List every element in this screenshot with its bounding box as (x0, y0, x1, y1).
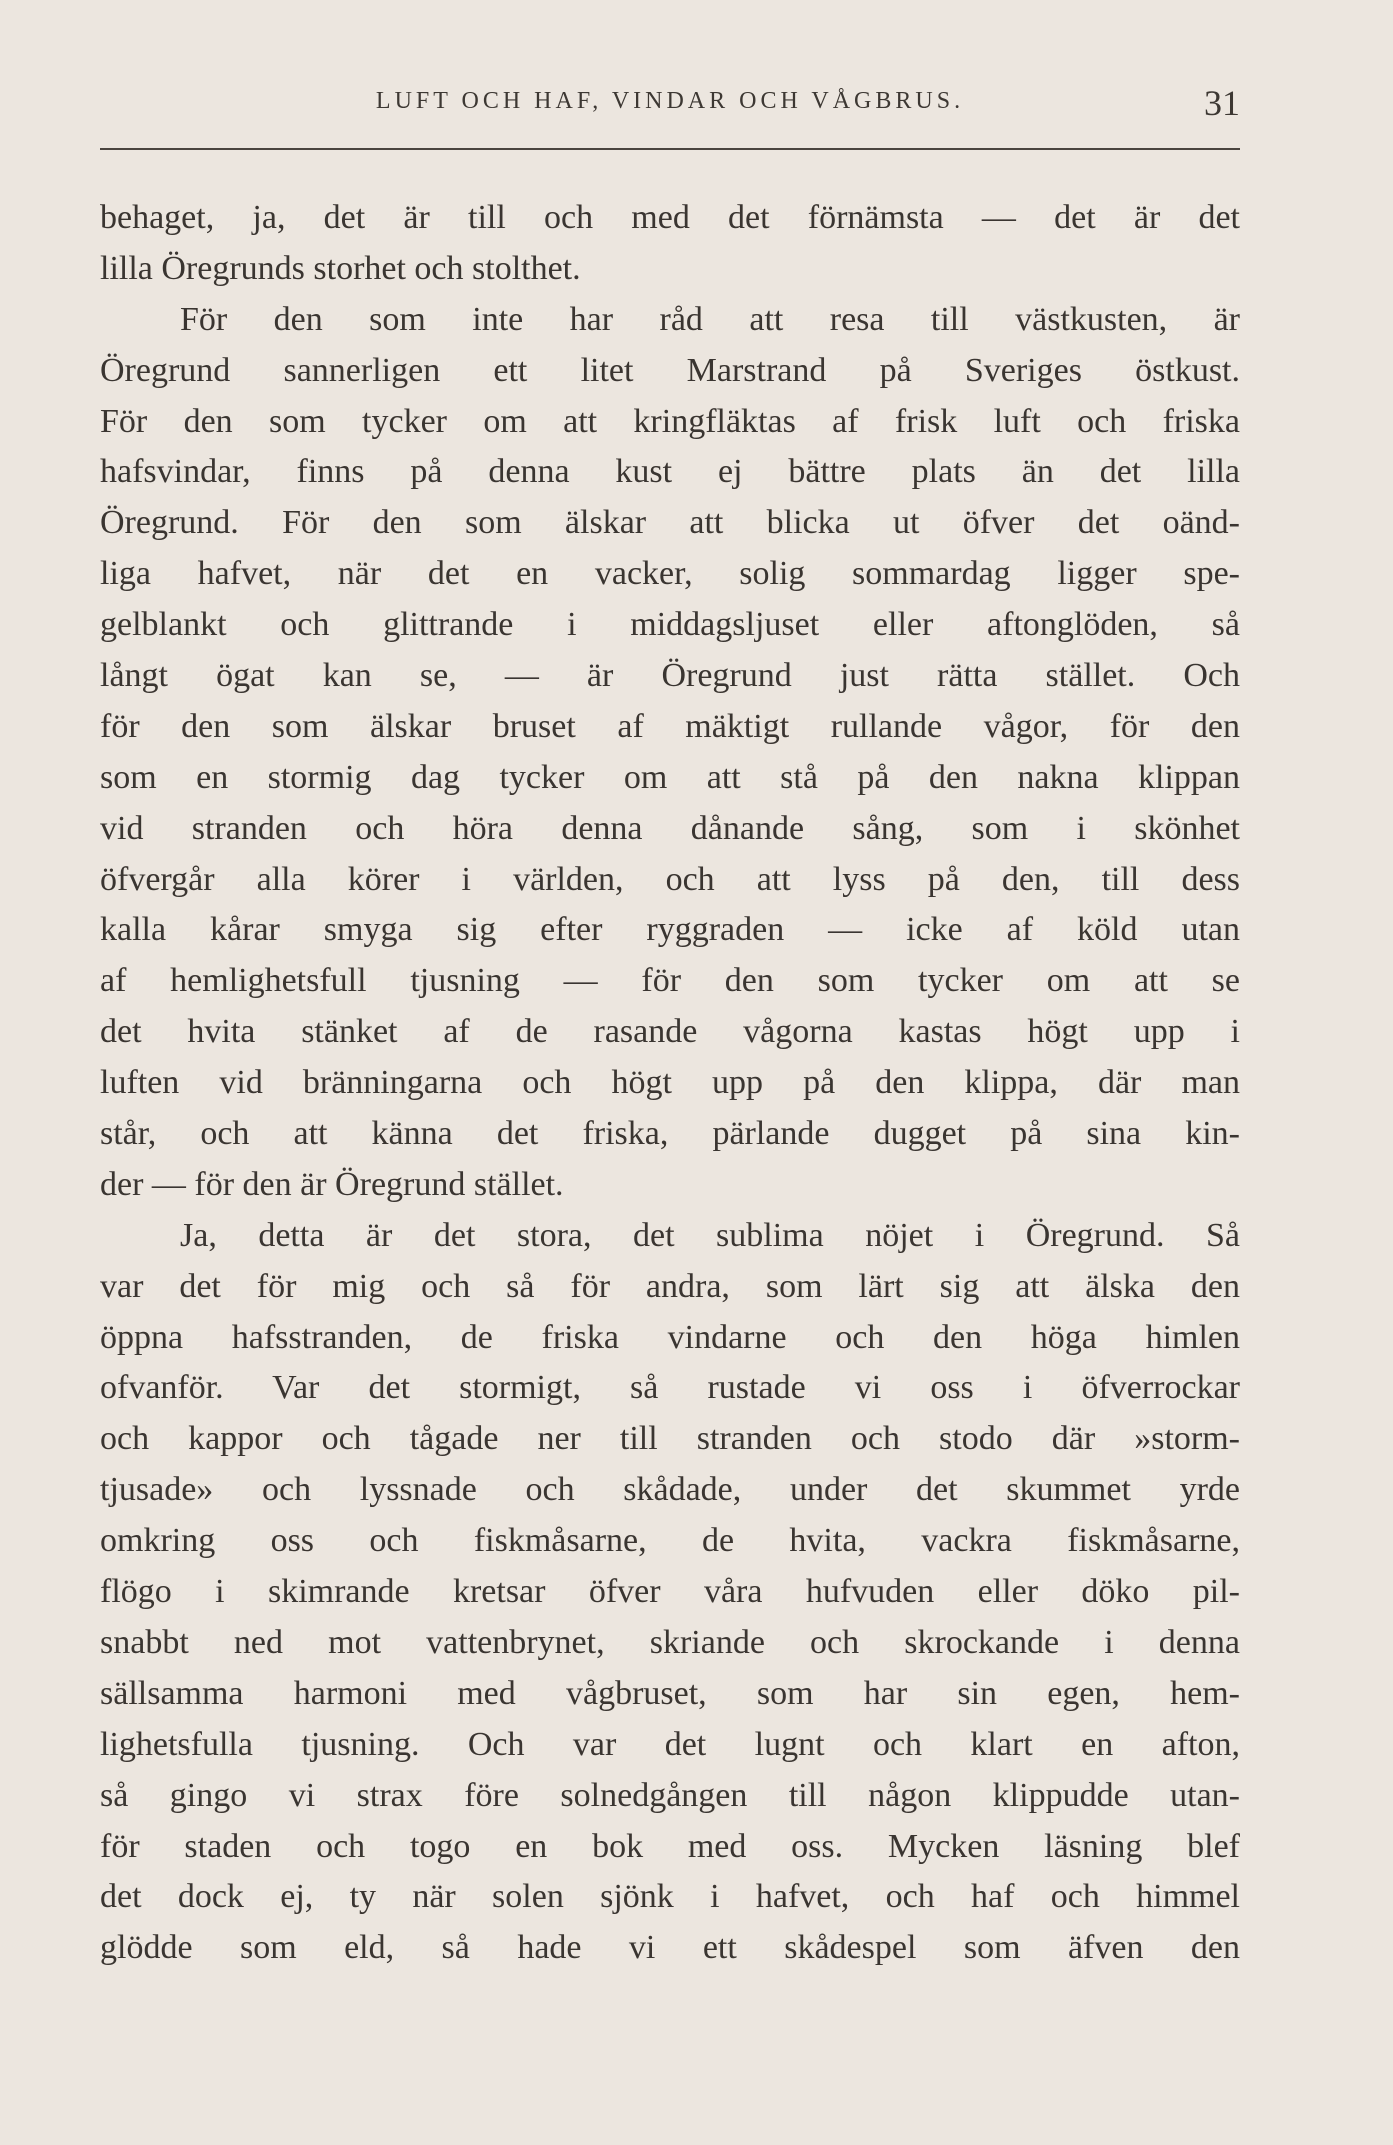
text-line: för staden och togo en bok med oss. Mycken läsning blef (100, 1827, 1240, 1865)
text-line: För den som tycker om att kringfläktas af frisk luft och friska (100, 402, 1240, 440)
page-number: 31 (1204, 83, 1240, 123)
text-line: snabbt ned mot vattenbrynet, skriande och skrockande i denna (100, 1623, 1240, 1661)
text-line: omkring oss och fiskmåsarne, de hvita, vackra fiskmåsarne, (100, 1522, 1240, 1560)
text-line: hafsvindar, finns på denna kust ej bättre plats än det lilla (100, 453, 1240, 491)
text-line: lilla Öregrunds storhet och stolthet. (100, 249, 581, 287)
text-line: öfvergår alla körer i världen, och att lyss på den, till dess (100, 860, 1240, 898)
text-line: Ja, detta är det stora, det sublima nöjet i Öregrund. Så (180, 1216, 1240, 1254)
text-line: glödde som eld, så hade vi ett skådespel som äfven den (100, 1929, 1240, 1967)
text-line: kalla kårar smyga sig efter ryggraden — icke af köld utan (100, 911, 1240, 949)
text-line: af hemlighetsfull tjusning — för den som tycker om att se (100, 962, 1240, 1000)
text-line: så gingo vi strax före solnedgången till någon klippudde utan- (100, 1776, 1240, 1814)
text-line: vid stranden och höra denna dånande sång, som i skönhet (100, 809, 1240, 847)
text-line: gelblankt och glittrande i middagsljuset eller aftonglöden, så (100, 606, 1240, 644)
text-line: tjusade» och lyssnade och skådade, under det skummet yrde (100, 1471, 1240, 1509)
text-line: der — för den är Öregrund stället. (100, 1165, 564, 1203)
text-line: som en stormig dag tycker om att stå på den nakna klippan (100, 758, 1240, 796)
page-header (100, 83, 1240, 148)
text-line: står, och att känna det friska, pärlande dugget på sina kin- (100, 1115, 1240, 1153)
text-line: flögo i skimrande kretsar öfver våra hufvuden eller döko pil- (100, 1573, 1240, 1611)
header-rule (100, 148, 1240, 150)
text-line: var det för mig och så för andra, som lärt sig att älska den (100, 1267, 1240, 1305)
text-line: det hvita stänket af de rasande vågorna kastas högt upp i (100, 1013, 1240, 1051)
text-line: Öregrund. För den som älskar att blicka ut öfver det oänd- (100, 504, 1240, 542)
text-line: ofvanför. Var det stormigt, så rustade vi oss i öfverrockar (100, 1369, 1240, 1407)
text-line: öppna hafsstranden, de friska vindarne och den höga himlen (100, 1318, 1240, 1356)
text-line: behaget, ja, det är till och med det förnämsta — det är det (100, 199, 1240, 236)
text-line: Öregrund sannerligen ett litet Marstrand på Sveriges östkust. (100, 351, 1240, 389)
running-head: LUFT OCH HAF, VINDAR OCH VÅGBRUS. (375, 88, 965, 114)
text-line: långt ögat kan se, — är Öregrund just rätta stället. Och (100, 657, 1240, 695)
text-line: för den som älskar bruset af mäktigt rullande vågor, för den (100, 707, 1240, 745)
body-text (100, 193, 1240, 1974)
text-line: och kappor och tågade ner till stranden och stodo där »storm- (100, 1420, 1240, 1458)
text-line: det dock ej, ty när solen sjönk i hafvet, och haf och himmel (100, 1878, 1240, 1916)
text-line: luften vid bränningarna och högt upp på den klippa, där man (100, 1064, 1240, 1102)
text-line: För den som inte har råd att resa till västkusten, är (180, 300, 1240, 338)
text-line: sällsamma harmoni med vågbruset, som har sin egen, hem- (100, 1674, 1240, 1712)
text-line: liga hafvet, när det en vacker, solig sommardag ligger spe- (100, 555, 1240, 593)
text-line: lighetsfulla tjusning. Och var det lugnt och klart en afton, (100, 1725, 1240, 1763)
